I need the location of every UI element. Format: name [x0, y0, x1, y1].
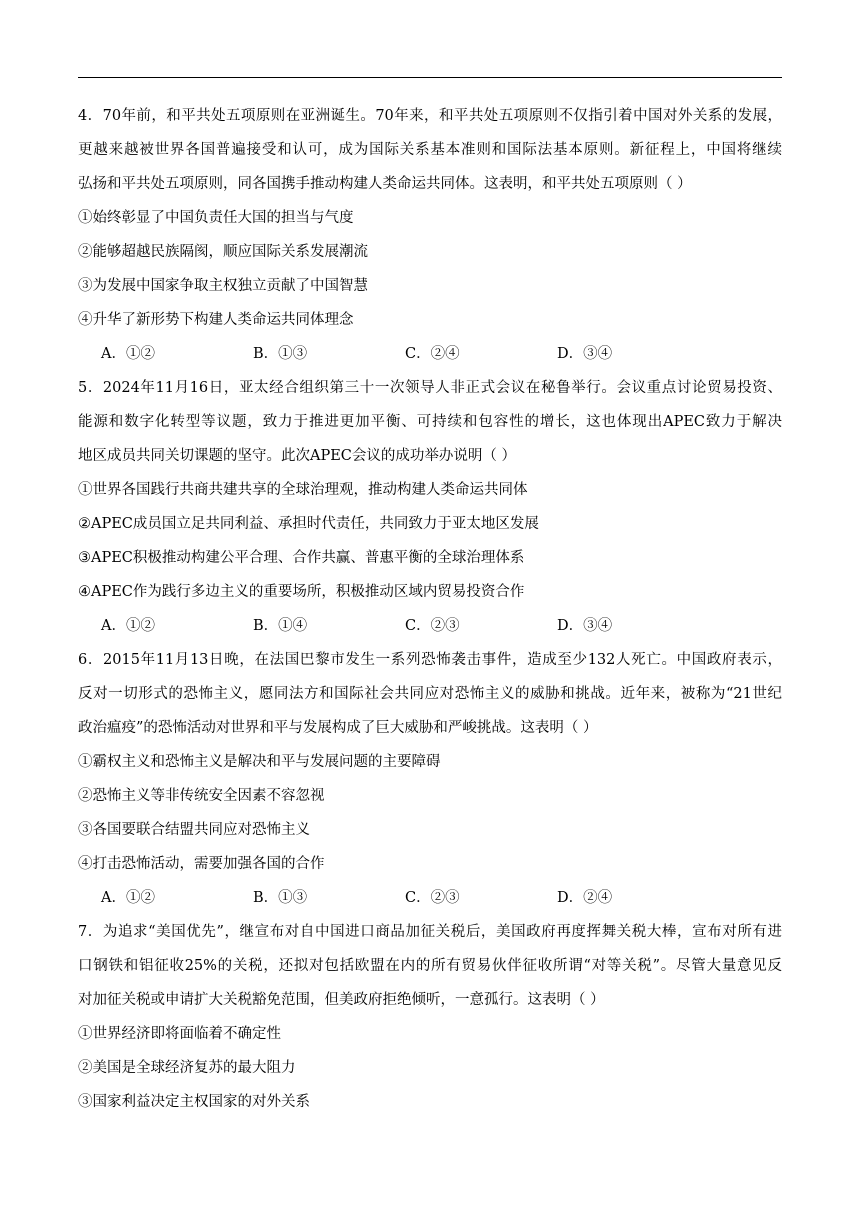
- question-stem-line: 弘扬和平共处五项原则，同各国携手推动构建人类命运共同体。这表明，和平共处五项原则（ ）: [78, 176, 692, 192]
- question-stem-line: 口钢铁和铝征收25%的关税，还拟对包括欧盟在内的所有贸易伙伴征收所谓“对等关税”。尽管大量意见反: [78, 958, 782, 974]
- question-4: [78, 106, 782, 378]
- question-stem-line: 更越来越被世界各国普遍接受和认可，成为国际关系基本准则和国际法基本原则。新征程上，中国将继续: [78, 142, 782, 158]
- answer-options: [78, 344, 782, 378]
- statement-item: ④打击恐怖活动，需要加强各国的合作: [78, 856, 325, 872]
- statement-item: ②APEC成员国立足共同利益、承担时代责任，共同致力于亚太地区发展: [78, 516, 539, 532]
- question-stem-line: 4．70年前，和平共处五项原则在亚洲诞生。70年来，和平共处五项原则不仅指引着中国对外关系的发展，: [78, 108, 782, 124]
- question-7: [78, 922, 782, 1126]
- question-6: [78, 650, 782, 922]
- option-b: B．①③: [253, 346, 308, 362]
- statement-item: ①世界经济即将面临着不确定性: [78, 1026, 281, 1042]
- option-d: D．③④: [557, 346, 613, 362]
- option-c: C．②③: [405, 890, 460, 906]
- statement-item: ③为发展中国家争取主权独立贡献了中国智慧: [78, 278, 368, 294]
- answer-options: [78, 888, 782, 922]
- option-d: D．②④: [557, 890, 613, 906]
- statement-item: ②美国是全球经济复苏的最大阻力: [78, 1060, 296, 1076]
- statement-item: ③国家利益决定主权国家的对外关系: [78, 1094, 310, 1110]
- option-d: D．③④: [557, 618, 613, 634]
- option-a: A．①②: [101, 346, 155, 362]
- statement-item: ③各国要联合结盟共同应对恐怖主义: [78, 822, 310, 838]
- statement-item: ①霸权主义和恐怖主义是解决和平与发展问题的主要障碍: [78, 754, 441, 770]
- statement-item: ③APEC积极推动构建公平合理、合作共赢、普惠平衡的全球治理体系: [78, 550, 525, 566]
- question-stem-line: 5．2024年11月16日，亚太经合组织第三十一次领导人非正式会议在秘鲁举行。会议重点讨论贸易投资、: [78, 380, 782, 396]
- question-stem-line: 7．为追求“美国优先”，继宣布对自中国进口商品加征关税后，美国政府再度挥舞关税大棒，宣布对所有进: [78, 924, 782, 940]
- question-stem-line: 地区成员共同关切课题的坚守。此次APEC会议的成功举办说明（ ）: [78, 448, 517, 464]
- statement-item: ④APEC作为践行多边主义的重要场所，积极推动区域内贸易投资合作: [78, 584, 525, 600]
- question-stem-line: 对加征关税或申请扩大关税豁免范围，但美政府拒绝倾听，一意孤行。这表明（ ）: [78, 992, 605, 1008]
- option-c: C．②④: [405, 346, 460, 362]
- option-a: A．①②: [101, 890, 155, 906]
- header-rule: [78, 77, 782, 78]
- question-stem-line: 能源和数字化转型等议题，致力于推进更加平衡、可持续和包容性的增长，这也体现出APEC致力于解决: [78, 414, 782, 430]
- statement-item: ②恐怖主义等非传统安全因素不容忽视: [78, 788, 325, 804]
- statement-item: ①始终彰显了中国负责任大国的担当与气度: [78, 210, 354, 226]
- option-b: B．①④: [253, 618, 308, 634]
- question-stem-line: 反对一切形式的恐怖主义，愿同法方和国际社会共同应对恐怖主义的威胁和挑战。近年来，被称为“21世纪: [78, 686, 782, 702]
- statement-item: ④升华了新形势下构建人类命运共同体理念: [78, 312, 354, 328]
- question-stem-line: 6．2015年11月13日晚，在法国巴黎市发生一系列恐怖袭击事件，造成至少132人死亡。中国政府表示，: [78, 652, 782, 668]
- question-list: [78, 106, 782, 1126]
- option-b: B．①③: [253, 890, 308, 906]
- statement-item: ①世界各国践行共商共建共享的全球治理观，推动构建人类命运共同体: [78, 482, 528, 498]
- question-5: [78, 378, 782, 650]
- question-stem-line: 政治瘟疫”的恐怖活动对世界和平与发展构成了巨大威胁和严峻挑战。这表明（ ）: [78, 720, 598, 736]
- statement-item: ②能够超越民族隔阂，顺应国际关系发展潮流: [78, 244, 368, 260]
- option-c: C．②③: [405, 618, 460, 634]
- answer-options: [78, 616, 782, 650]
- option-a: A．①②: [101, 618, 155, 634]
